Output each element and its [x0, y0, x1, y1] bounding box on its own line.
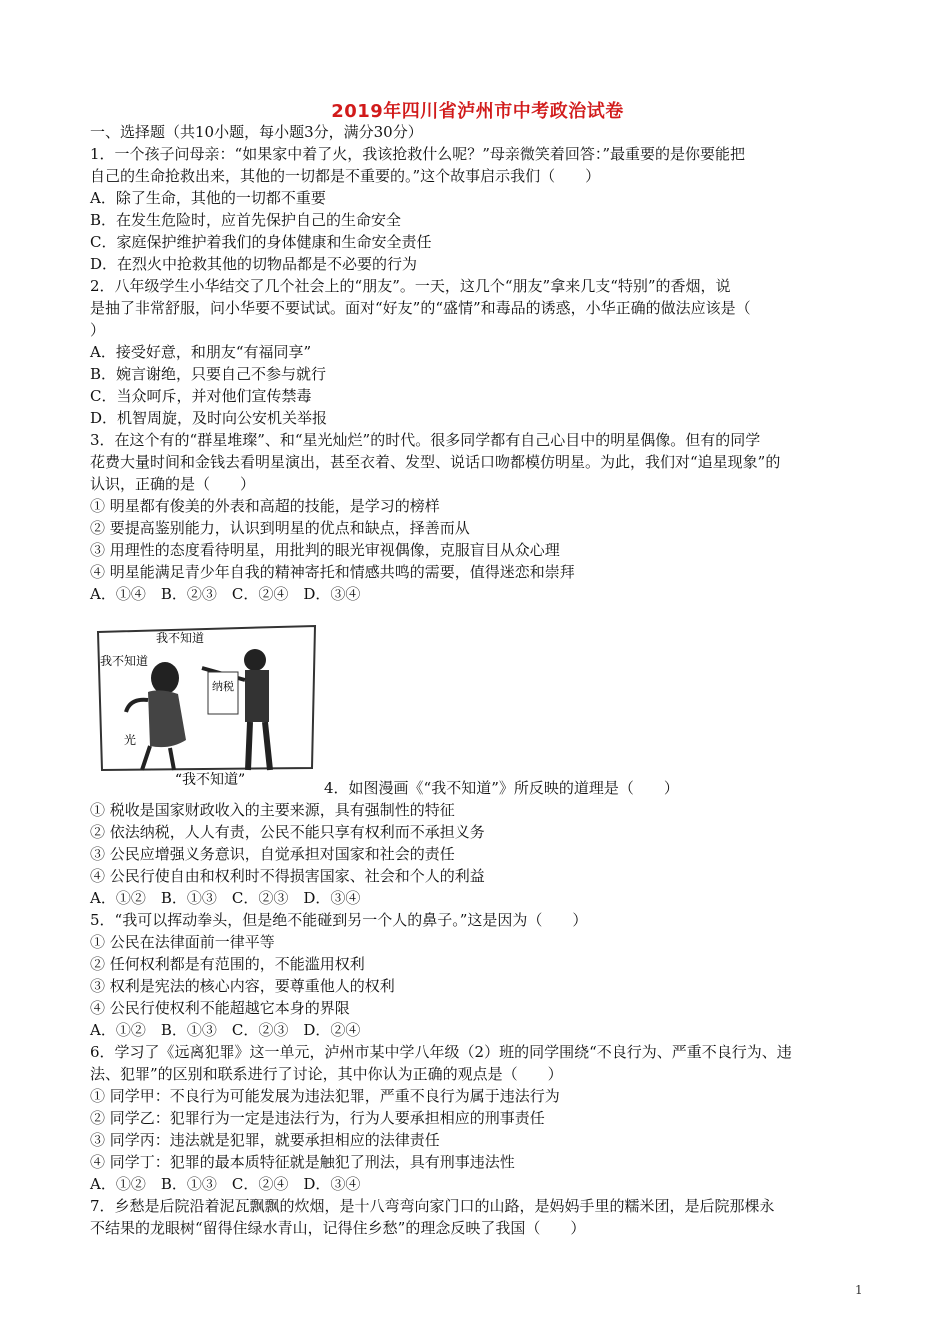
text-line: 自己的生命抢救出来，其他的一切都是不重要的。”这个故事启示我们（ ） — [90, 167, 601, 185]
comic-bubble-top: 我不知道 — [156, 631, 205, 645]
text-line: 2．八年级学生小华结交了几个社会上的“朋友”。一天，这几个“朋友”拿来几支“特别”的香烟，说 — [90, 277, 731, 295]
comic-bubble-left: 我不知道 — [100, 654, 149, 668]
text-line: 不结果的龙眼树“留得住绿水青山，记得住乡愁”的理念反映了我国（ ） — [90, 1219, 586, 1237]
option-line: ② 依法纳税，人人有责，公民不能只享有权利而不承担义务 — [90, 823, 485, 841]
comic-illustration — [90, 620, 320, 788]
text-line: 法、犯罪”的区别和联系进行了讨论，其中你认为正确的观点是（ ） — [90, 1065, 563, 1083]
option-line: ② 任何权利都是有范围的，不能滥用权利 — [90, 955, 365, 973]
text-line: 3．在这个有的“群星堆璨”、和“星光灿烂”的时代。很多同学都有自己心目中的明星偶像。但有的同学 — [90, 431, 761, 449]
option-line: ① 税收是国家财政收入的主要来源，具有强制性的特征 — [90, 801, 455, 819]
comic-drawing — [90, 620, 320, 788]
text-line: 7．乡愁是后院沿着泥瓦飘飘的炊烟，是十八弯弯向家门口的山路，是妈妈手里的糯米团，是后院那棵永 — [90, 1197, 775, 1215]
option-line: ④ 同学丁：犯罪的最本质特征就是触犯了刑法，具有刑事违法性 — [90, 1153, 515, 1171]
option-line: B．在发生危险时，应首先保护自己的生命安全 — [90, 211, 402, 229]
answer-choices: A．①② B．①③ C．②③ D．③④ — [90, 889, 361, 907]
answer-choices: A．①② B．①③ C．②④ D．③④ — [90, 1175, 361, 1193]
option-line: ④ 明星能满足青少年自我的精神寄托和情感共鸣的需要，值得迷恋和崇拜 — [90, 563, 575, 581]
comic-mark: 光 — [124, 733, 137, 747]
text-line: ） — [90, 321, 106, 339]
option-line: ③ 同学丙：违法就是犯罪，就要承担相应的法律责任 — [90, 1131, 440, 1149]
option-line: ① 同学甲：不良行为可能发展为违法犯罪，严重不良行为属于违法行为 — [90, 1087, 560, 1105]
option-line: ① 明星都有俊美的外表和高超的技能，是学习的榜样 — [90, 497, 440, 515]
option-line: B．婉言谢绝，只要自己不参与就行 — [90, 365, 327, 383]
option-line: ② 同学乙：犯罪行为一定是违法行为，行为人要承担相应的刑事责任 — [90, 1109, 545, 1127]
text-line: 花费大量时间和金钱去看明星演出，甚至衣着、发型、说话口吻都模仿明星。为此，我们对“追星现象”的 — [90, 453, 781, 471]
option-line: ③ 权利是宪法的核心内容，要尊重他人的权利 — [90, 977, 395, 995]
option-line: ① 公民在法律面前一律平等 — [90, 933, 275, 951]
option-line: C．家庭保护维护着我们的身体健康和生命安全责任 — [90, 233, 432, 251]
text-line: 1．一个孩子问母亲：“如果家中着了火，我该抢救什么呢？”母亲微笑着回答：”最重要的是你要能把 — [90, 145, 746, 163]
comic-caption: “我不知道” — [174, 772, 246, 788]
page-number: 1 — [855, 1283, 863, 1297]
text-line: 是抽了非常舒服，问小华要不要试试。面对“好友”的“盛情”和毒品的诱惑，小华正确的做法应该是（ — [90, 299, 751, 317]
option-line: D．机智周旋，及时向公安机关举报 — [90, 409, 328, 427]
text-line: 5．“我可以挥动拳头，但是绝不能碰到另一个人的鼻子。”这是因为（ ） — [90, 911, 588, 929]
exam-title: 2019年四川省泸州市中考政治试卷 — [331, 101, 624, 122]
section-heading: 一、选择题（共10小题，每小题3分，满分30分） — [90, 123, 423, 141]
answer-choices: A．①④ B．②③ C．②④ D．③④ — [90, 585, 361, 603]
option-line: ③ 用理性的态度看待明星，用批判的眼光审视偶像，克服盲目从众心理 — [90, 541, 560, 559]
comic-sign-text: 纳税 — [212, 680, 234, 693]
option-line: ② 要提高鉴别能力，认识到明星的优点和缺点，择善而从 — [90, 519, 470, 537]
option-line: A．除了生命，其他的一切都不重要 — [90, 189, 326, 207]
option-line: ④ 公民行使自由和权利时不得损害国家、社会和个人的利益 — [90, 867, 485, 885]
option-line: ③ 公民应增强义务意识，自觉承担对国家和社会的责任 — [90, 845, 455, 863]
option-line: A．接受好意，和朋友“有福同享” — [90, 343, 312, 361]
text-line: 6．学习了《远离犯罪》这一单元，泸州市某中学八年级（2）班的同学围绕“不良行为、严重不良行为、违 — [90, 1043, 792, 1061]
option-line: ④ 公民行使权利不能超越它本身的界限 — [90, 999, 350, 1017]
text-line: 认识，正确的是（ ） — [90, 475, 256, 493]
answer-choices: A．①② B．①③ C．②③ D．②④ — [90, 1021, 361, 1039]
option-line: D．在烈火中抢救其他的切物品都是不必要的行为 — [90, 255, 418, 273]
option-line: C．当众呵斥，并对他们宣传禁毒 — [90, 387, 312, 405]
question-4-stem: 4．如图漫画《“我不知道”》所反映的道理是（ ） — [324, 779, 679, 797]
